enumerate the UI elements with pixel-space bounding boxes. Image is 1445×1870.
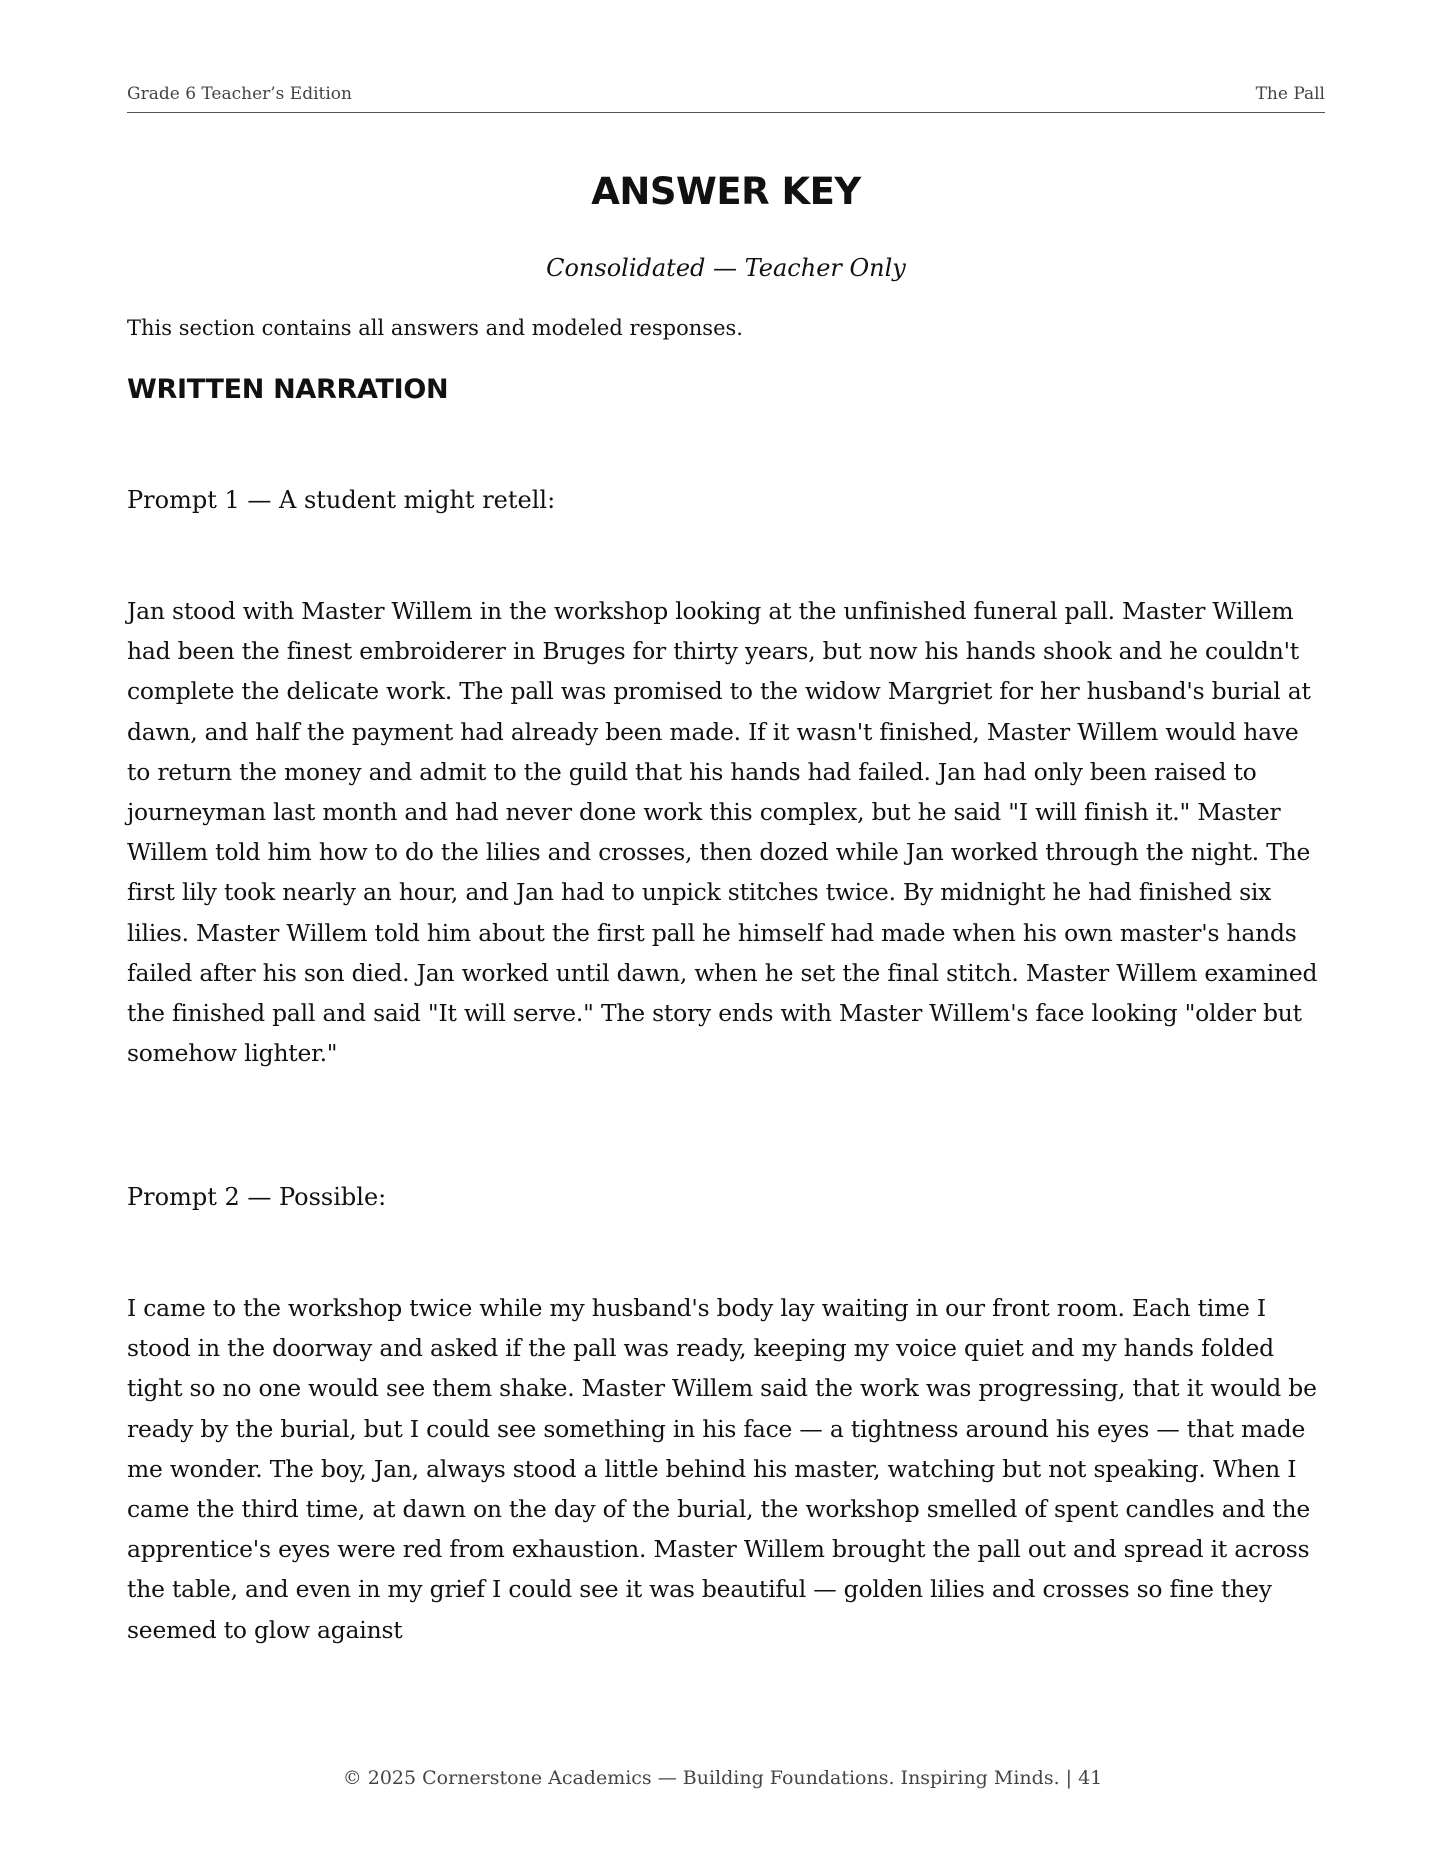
section-heading: WRITTEN NARRATION [127,374,449,405]
page-subtitle: Consolidated — Teacher Only [546,254,906,282]
intro-text: This section contains all answers and modeled responses. [127,316,743,340]
header-story-title: The Pall [1255,84,1325,104]
page-title: ANSWER KEY [591,170,861,213]
page-footer: © 2025 Cornerstone Academics — Building Foundations. Inspiring Minds. | 41 [342,1767,1103,1789]
header-grade-label: Grade 6 Teacher’s Edition [127,84,352,104]
prompt-1-response: Jan stood with Master Willem in the workshop looking at the unfinished funeral pall. Master Willem had been the finest embroiderer in Bruges for thirty years, but now his hands shook and he couldn't complete the delicate work. The pall was promised to the widow Margriet for her husband's burial at dawn, and half the payment had already been made. If it wasn't finished, Master Willem would have to return the money and admit to the guild that his hands had failed. Jan had only been raised to journeyman last month and had never done work this complex, but he said "I will finish it." Master Willem told him how to do the lilies and crosses, then dozed while Jan worked through the night. The first lily took nearly an hour, and Jan had to unpick stitches twice. By midnight he had finished six lilies. Master Willem told him about the first pall he himself had made when his own master's hands failed after his son died. Jan worked until dawn, when he set the final stitch. Master Willem examined the finished pall and said "It will serve." The story ends with Master Willem's face looking "older but somehow lighter." [127,597,1318,1068]
running-header [127,84,1325,113]
prompt-2-label: Prompt 2 — Possible: [127,1183,387,1211]
prompt-1-label: Prompt 1 — A student might retell: [127,486,556,514]
prompt-2-response: I came to the workshop twice while my husband's body lay waiting in our front room. Each time I stood in the doorway and asked if the pall was ready, keeping my voice quiet and my hands folded tight so no one would see them shake. Master Willem said the work was progressing, that it would be ready by the burial, but I could see something in his face — a tightness around his eyes — that made me wonder. The boy, Jan, always stood a little behind his master, watching but not speaking. When I came the third time, at dawn on the day of the burial, the workshop smelled of spent candles and the apprentice's eyes were red from exhaustion. Master Willem brought the pall out and spread it across the table, and even in my grief I could see it was beautiful — golden lilies and crosses so fine they seemed to glow against [127,1294,1317,1644]
